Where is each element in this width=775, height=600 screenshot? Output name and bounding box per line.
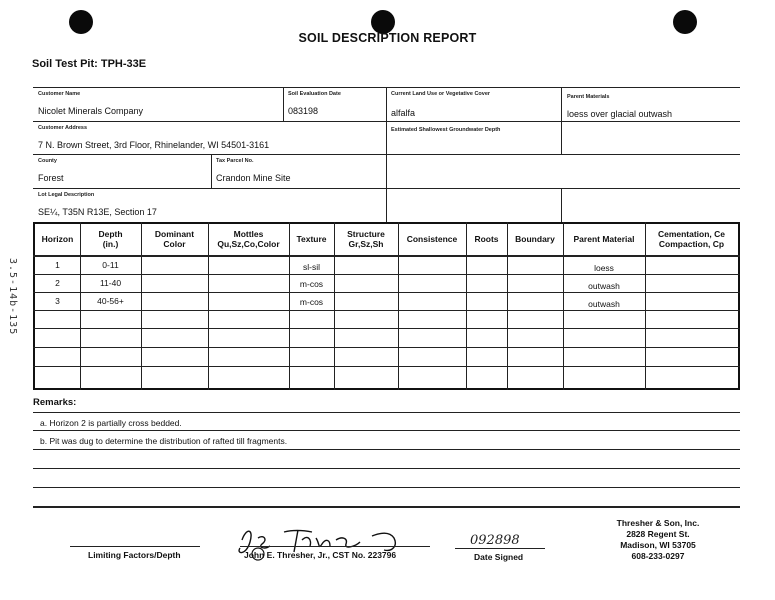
soil-test-pit: Soil Test Pit: TPH-33E xyxy=(32,58,147,70)
row1-parent-material: loess xyxy=(594,263,614,273)
row3-depth: 40-56+ xyxy=(97,296,124,306)
soil-eval-date-label: Soil Evaluation Date xyxy=(288,91,341,97)
row2-parent-material: outwash xyxy=(588,281,620,291)
remark-a: a. Horizon 2 is partially cross bedded. xyxy=(40,418,182,428)
limiting-factors-label: Limiting Factors/Depth xyxy=(88,550,181,560)
company-block xyxy=(600,518,716,562)
header-structure: Structure Gr,Sz,Sh xyxy=(347,229,385,249)
remark-b: b. Pit was dug to determine the distribution of rafted till fragments. xyxy=(40,436,288,446)
header-depth: Depth (in.) xyxy=(98,229,123,249)
county-label: County xyxy=(38,158,57,164)
row1-depth: 0-11 xyxy=(102,260,119,270)
header-consistence: Consistence xyxy=(406,234,458,244)
soil-eval-date: 083198 xyxy=(288,106,319,116)
row2-horizon: 2 xyxy=(55,278,60,288)
row1-texture: sl-sil xyxy=(303,262,320,272)
header-cementation: Cementation, Ce Compaction, Cp xyxy=(657,229,726,249)
tax-parcel: Crandon Mine Site xyxy=(216,173,291,183)
groundwater-label: Estimated Shallowest Groundwater Depth xyxy=(391,127,501,133)
customer-address: 7 N. Brown Street, 3rd Floor, Rhinelander, WI 54501-3161 xyxy=(38,140,270,150)
land-use: alfalfa xyxy=(391,108,416,118)
customer-name: Nicolet Minerals Company xyxy=(38,106,144,116)
header-mottles: Mottles Qu,Sz,Co,Color xyxy=(217,229,280,249)
date-handwritten: 092898 xyxy=(470,533,520,548)
tax-parcel-label: Tax Parcel No. xyxy=(216,158,254,164)
company-city: Madison, WI 53705 xyxy=(620,540,696,550)
company-street: 2828 Regent St. xyxy=(626,529,690,539)
header-boundary: Boundary xyxy=(515,234,555,244)
header-texture: Texture xyxy=(296,234,327,244)
date-signed-label: Date Signed xyxy=(474,552,524,562)
signer-name: John E. Thresher, Jr., CST No. 223796 xyxy=(244,550,397,560)
row2-texture: m-cos xyxy=(299,279,324,289)
row1-horizon: 1 xyxy=(55,260,60,270)
parent-materials: loess over glacial outwash xyxy=(567,109,673,119)
row2-depth: 11-40 xyxy=(99,278,122,288)
row3-horizon: 3 xyxy=(55,296,60,306)
header-parent-material: Parent Material xyxy=(573,234,635,244)
company-name: Thresher & Son, Inc. xyxy=(616,518,700,528)
report-title: SOIL DESCRIPTION REPORT xyxy=(298,31,477,45)
customer-name-label: Customer Name xyxy=(38,91,81,97)
header-roots: Roots xyxy=(474,234,499,244)
lot-legal-label: Lot Legal Description xyxy=(38,192,95,198)
lot-legal: SE¼, T35N R13E, Section 17 xyxy=(38,207,157,217)
county: Forest xyxy=(38,173,64,183)
row3-texture: m-cos xyxy=(299,297,324,307)
side-reference-number: 3.5-14b-135 xyxy=(7,258,18,336)
land-use-label: Current Land Use or Vegetative Cover xyxy=(391,91,491,97)
header-horizon: Horizon xyxy=(41,234,74,244)
remarks-label: Remarks: xyxy=(33,397,77,408)
company-phone: 608-233-0297 xyxy=(631,551,685,561)
parent-materials-label: Parent Materials xyxy=(567,94,610,100)
customer-address-label: Customer Address xyxy=(38,125,88,131)
header-dominant-color: Dominant Color xyxy=(154,229,195,249)
row3-parent-material: outwash xyxy=(588,299,620,309)
